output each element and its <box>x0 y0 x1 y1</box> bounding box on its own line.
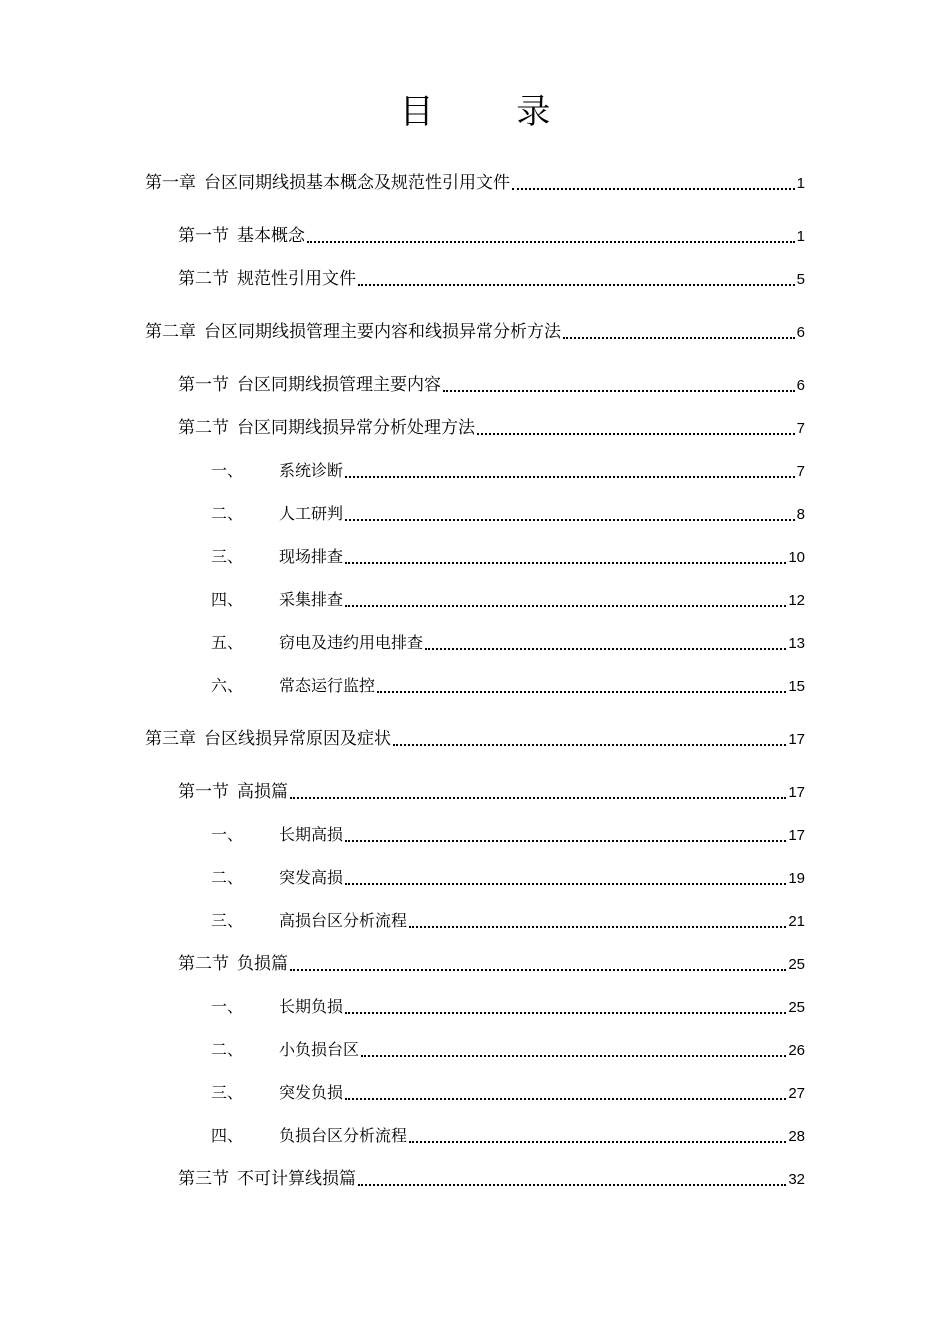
toc-page-number: 5 <box>796 271 805 288</box>
toc-entry[interactable] <box>178 267 805 291</box>
toc-entry-title: 不可计算线损篇 <box>237 1169 356 1189</box>
toc-entry[interactable] <box>145 171 805 195</box>
toc-page-number: 26 <box>788 1042 805 1059</box>
toc-page-number: 6 <box>796 324 805 341</box>
toc-entry-title: 台区同期线损异常分析处理方法 <box>237 418 475 438</box>
toc-dot-leader <box>307 225 795 243</box>
toc-page-number: 12 <box>788 592 805 609</box>
toc-entry-number: 四、 <box>211 590 244 609</box>
toc-entry-title: 长期负损 <box>279 997 344 1016</box>
toc-entry-title: 长期高损 <box>279 825 344 844</box>
toc-entry-title: 突发高损 <box>279 868 344 887</box>
toc-entry-title: 台区同期线损管理主要内容 <box>237 375 441 395</box>
toc-page-number: 17 <box>788 784 805 801</box>
toc-dot-leader <box>377 675 786 693</box>
toc-entry-number: 二、 <box>211 504 244 523</box>
toc-entry-number: 六、 <box>211 676 244 695</box>
toc-dot-leader <box>358 1168 786 1186</box>
toc-entry-label: 第三章 <box>145 729 196 749</box>
toc-entry[interactable] <box>211 1124 805 1148</box>
toc-entry-title: 系统诊断 <box>279 461 344 480</box>
toc-entry-title: 负损篇 <box>237 954 288 974</box>
toc-page-number: 25 <box>788 956 805 973</box>
toc-entry[interactable] <box>211 1038 805 1062</box>
toc-entry-label: 第二节 <box>178 418 229 438</box>
toc-entry-title: 负损台区分析流程 <box>279 1126 408 1145</box>
toc-entry[interactable] <box>145 727 805 751</box>
toc-entry-title: 常态运行监控 <box>279 676 376 695</box>
toc-dot-leader <box>345 824 786 842</box>
toc-entry[interactable] <box>211 674 805 698</box>
toc-entry[interactable] <box>178 224 805 248</box>
toc-entry-title: 高损篇 <box>237 782 288 802</box>
toc-entry-label: 第一节 <box>178 226 229 246</box>
toc-entry-title: 高损台区分析流程 <box>279 911 408 930</box>
toc-page-number: 13 <box>788 635 805 652</box>
toc-dot-leader <box>345 460 795 478</box>
toc-entry[interactable] <box>211 909 805 933</box>
toc-page-number: 28 <box>788 1128 805 1145</box>
toc-entry-number: 二、 <box>211 868 244 887</box>
toc-entry-title: 基本概念 <box>237 226 305 246</box>
toc-entry[interactable] <box>211 823 805 847</box>
toc-entry-title: 现场排查 <box>279 547 344 566</box>
toc-dot-leader <box>393 728 786 746</box>
toc-entry-number: 四、 <box>211 1126 244 1145</box>
toc-entry-title: 台区同期线损管理主要内容和线损异常分析方法 <box>204 322 561 342</box>
toc-dot-leader <box>443 374 795 392</box>
toc-dot-leader <box>290 953 786 971</box>
toc-dot-leader <box>425 632 786 650</box>
toc-entry-title: 规范性引用文件 <box>237 269 356 289</box>
toc-entry-title: 采集排查 <box>279 590 344 609</box>
toc-entry-number: 三、 <box>211 547 244 566</box>
toc-page-number: 10 <box>788 549 805 566</box>
toc-page-number: 7 <box>796 420 805 437</box>
toc-page-number: 21 <box>788 913 805 930</box>
toc-dot-leader <box>361 1039 786 1057</box>
toc-entry-title: 台区同期线损基本概念及规范性引用文件 <box>204 173 510 193</box>
page-title: 目 录 <box>399 92 587 132</box>
toc-dot-leader <box>477 417 795 435</box>
toc-entry[interactable] <box>178 416 805 440</box>
toc-dot-leader <box>563 321 795 339</box>
toc-entry[interactable] <box>211 866 805 890</box>
toc-page-number: 32 <box>788 1171 805 1188</box>
toc-page-number: 6 <box>796 377 805 394</box>
toc-entry-number: 一、 <box>211 825 244 844</box>
toc-entry[interactable] <box>211 588 805 612</box>
toc-entry-label: 第二章 <box>145 322 196 342</box>
toc-page-number: 15 <box>788 678 805 695</box>
toc-page-number: 25 <box>788 999 805 1016</box>
toc-entry-label: 第一节 <box>178 782 229 802</box>
toc-entry-label: 第二节 <box>178 954 229 974</box>
toc-page-number: 8 <box>796 506 805 523</box>
toc-entry-title: 人工研判 <box>279 504 344 523</box>
toc-entry[interactable] <box>178 373 805 397</box>
toc-dot-leader <box>409 1125 786 1143</box>
toc-entry-number: 二、 <box>211 1040 244 1059</box>
toc-entry[interactable] <box>211 545 805 569</box>
toc-dot-leader <box>409 910 786 928</box>
toc-page-number: 1 <box>796 175 805 192</box>
toc-entry-label: 第一节 <box>178 375 229 395</box>
toc-page-number: 1 <box>796 228 805 245</box>
toc-entry[interactable] <box>178 780 805 804</box>
toc-entry-title: 突发负损 <box>279 1083 344 1102</box>
toc-entry[interactable] <box>178 952 805 976</box>
toc-page-number: 19 <box>788 870 805 887</box>
toc-dot-leader <box>345 1082 786 1100</box>
toc-entry[interactable] <box>211 1081 805 1105</box>
toc-entry[interactable] <box>211 995 805 1019</box>
toc-entry[interactable] <box>145 320 805 344</box>
toc-entry-label: 第三节 <box>178 1169 229 1189</box>
toc-page-number: 27 <box>788 1085 805 1102</box>
toc-dot-leader <box>345 589 786 607</box>
toc-entry-number: 三、 <box>211 1083 244 1102</box>
toc-page-number: 17 <box>788 731 805 748</box>
toc-dot-leader <box>345 996 786 1014</box>
toc-entry-number: 三、 <box>211 911 244 930</box>
toc-entry[interactable] <box>211 459 805 483</box>
toc-dot-leader <box>345 503 795 521</box>
toc-entry-number: 一、 <box>211 997 244 1016</box>
toc-entry[interactable] <box>211 502 805 526</box>
toc-entry-title: 窃电及违约用电排查 <box>279 633 424 652</box>
toc-dot-leader <box>345 546 786 564</box>
toc-entry[interactable] <box>178 1167 805 1191</box>
toc-dot-leader <box>512 172 795 190</box>
toc-dot-leader <box>345 867 786 885</box>
toc-page-number: 7 <box>796 463 805 480</box>
toc-entry-number: 一、 <box>211 461 244 480</box>
toc-dot-leader <box>358 268 795 286</box>
toc-entry-title: 台区线损异常原因及症状 <box>204 729 391 749</box>
toc-entry-title: 小负损台区 <box>279 1040 360 1059</box>
toc-entry-label: 第二节 <box>178 269 229 289</box>
toc-entry-label: 第一章 <box>145 173 196 193</box>
toc-entry-number: 五、 <box>211 633 244 652</box>
toc-page-number: 17 <box>788 827 805 844</box>
toc-entry[interactable] <box>211 631 805 655</box>
toc-dot-leader <box>290 781 786 799</box>
